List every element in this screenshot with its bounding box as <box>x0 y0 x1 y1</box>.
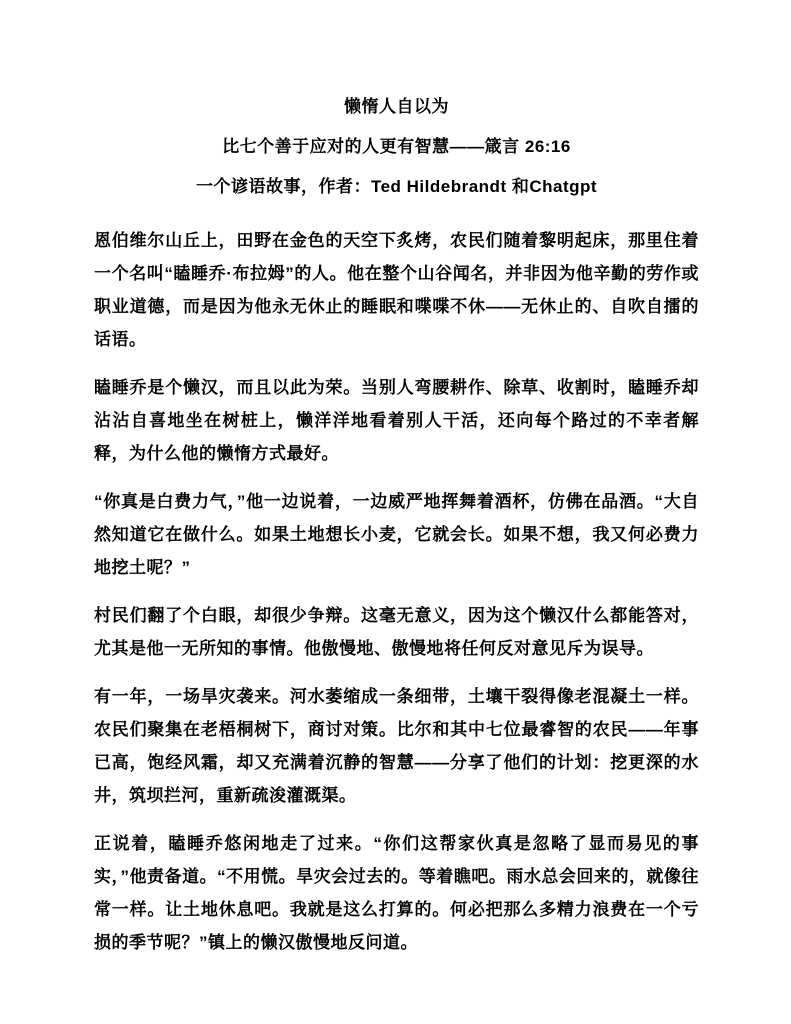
title-line-1: 懒惰人自以为 <box>344 97 449 116</box>
paragraph-5: 有一年，一场旱灾袭来。河水萎缩成一条细带，土壤干裂得像老混凝土一样。农民们聚集在老梧桐树下，商讨对策。比尔和其中七位最睿智的农民——年事已高，饱经风霜，却又充满着沉静的智慧——分享了他们的计划：挖更深的水井，筑坝拦河，重新疏浚灌溉渠。 <box>94 687 699 805</box>
title-line-2: 比七个善于应对的人更有智慧——箴言 26:16 <box>222 137 571 156</box>
paragraph-4: 村民们翻了个白眼，却很少争辩。这毫无意义，因为这个懒汉什么都能答对，尤其是他一无所知的事情。他傲慢地、傲慢地将任何反对意见斥为误导。 <box>94 606 699 658</box>
document-title-block <box>94 96 699 198</box>
paragraph-1: 恩伯维尔山丘上，田野在金色的天空下炙烤，农民们随着黎明起床，那里住着一个名叫“瞌睡乔·布拉姆”的人。他在整个山谷闻名，并非因为他辛勤的劳作或职业道德，而是因为他永无休止的睡眠和喋喋不休——无休止的、自吹自擂的话语。 <box>94 231 699 349</box>
title-line-3: 一个谚语故事，作者：Ted Hildebrandt 和Chatgpt <box>195 177 598 196</box>
document-body <box>94 224 699 959</box>
paragraph-6: 正说着，瞌睡乔悠闲地走了过来。“你们这帮家伙真是忽略了显而易见的事实，”他责备道。“不用慌。旱灾会过去的。等着瞧吧。雨水总会回来的，就像往常一样。让土地休息吧。我就是这么打算的。何必把那么多精力浪费在一个亏损的季节呢？”镇上的懒汉傲慢地反问道。 <box>94 834 699 952</box>
paragraph-2: 瞌睡乔是个懒汉，而且以此为荣。当别人弯腰耕作、除草、收割时，瞌睡乔却沾沾自喜地坐在树桩上，懒洋洋地看着别人干活，还向每个路过的不幸者解释，为什么他的懒惰方式最好。 <box>94 378 699 463</box>
paragraph-3: “你真是白费力气，”他一边说着，一边威严地挥舞着酒杯，仿佛在品酒。“大自然知道它在做什么。如果土地想长小麦，它就会长。如果不想，我又何必费力地挖土呢？” <box>94 492 699 577</box>
